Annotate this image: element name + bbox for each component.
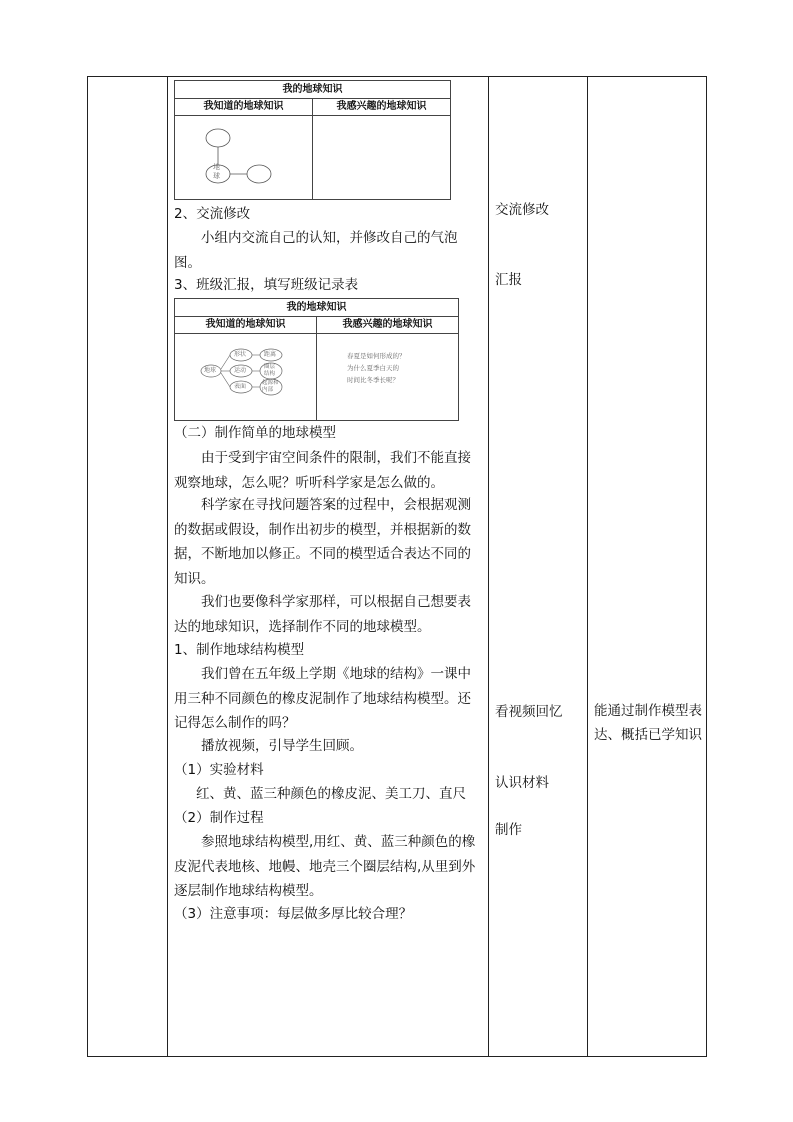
student-activity-video: 看视频回忆	[495, 704, 563, 720]
table-border-right	[706, 76, 707, 1057]
knowledge-table-1-interested-cell	[312, 116, 450, 199]
sub1-title: 1、制作地球结构模型	[174, 642, 305, 658]
bubble-label-structure: 圈层结构	[264, 364, 276, 377]
bubble-label-origin: 起源和内部	[262, 380, 279, 393]
process-title: （2）制作过程	[174, 810, 264, 826]
bubble-map-2-center-label: 地球	[204, 367, 217, 374]
table-border-col1	[167, 76, 168, 1057]
bubble-map-1-center-label: 地球	[213, 163, 220, 180]
table-top-border	[87, 76, 707, 77]
student-activity-exchange: 交流修改	[495, 202, 549, 218]
bubble-label-distance: 距离	[264, 351, 277, 358]
materials-body: 红、黄、蓝三种颜色的橡皮泥、美工刀、直尺	[196, 786, 466, 802]
bubble-label-surface: 表面	[234, 383, 247, 390]
table-border-col3	[587, 76, 588, 1057]
knowledge-table-2	[174, 298, 459, 421]
knowledge-table-2-interested-cell	[316, 334, 458, 420]
knowledge-table-1	[174, 80, 451, 200]
notes: （3）注意事项：每层做多厚比较合理？	[174, 906, 413, 922]
knowledge-table-1-col-interested: 我感兴趣的地球知识	[312, 99, 450, 115]
knowledge-table-1-col-known: 我知道的地球知识	[203, 101, 284, 112]
design-intent: 能通过制作模型表达、概括已学知识	[594, 703, 702, 743]
paragraph-5: 播放视频，引导学生回顾。	[201, 738, 363, 754]
bubble-map-2	[175, 334, 316, 420]
knowledge-table-2-known-cell	[175, 334, 316, 420]
student-activity-make: 制作	[495, 822, 522, 838]
knowledge-table-2-col-interested: 我感兴趣的地球知识	[316, 317, 458, 333]
paragraph-2: 科学家在寻找问题答案的过程中，会根据观测的数据或假设，制作出初步的模型，并根据新的数据，不断地加以修正。不同的模型适合表达不同的知识。	[174, 497, 471, 587]
materials-title: （1）实验材料	[174, 762, 264, 778]
bubble-label-shape: 形状	[234, 351, 247, 358]
paragraph-6: 参照地球结构模型,用红、黄、蓝三种颜色的橡皮泥代表地核、地幔、地壳三个圈层结构,从里到外逐层制作地球结构模型。	[174, 834, 476, 899]
handwritten-line-2: 为什么夏季白天的	[347, 364, 399, 372]
paragraph-1: 由于受到宇宙空间条件的限制，我们不能直接观察地球，怎么呢？听听科学家是怎么做的。	[174, 450, 471, 491]
student-activity-report: 汇报	[495, 272, 522, 288]
section2-title: （二）制作简单的地球模型	[174, 425, 336, 441]
paragraph-4: 我们曾在五年级上学期《地球的结构》一课中用三种不同颜色的橡皮泥制作了地球结构模型。还记得怎么制作的吗？	[174, 666, 471, 731]
step2-title: 2、交流修改	[174, 206, 251, 222]
knowledge-table-2-col-known: 我知道的地球知识	[205, 319, 286, 330]
handwritten-line-1: 春夏是如何形成的？	[347, 352, 406, 360]
handwritten-line-3: 时间比冬季长呢？	[347, 376, 399, 384]
knowledge-table-2-title: 我的地球知识	[175, 299, 458, 317]
knowledge-table-1-known-cell	[175, 116, 312, 199]
table-border-col2	[488, 76, 489, 1057]
knowledge-table-1-title: 我的地球知识	[175, 81, 450, 99]
paragraph-3: 我们也要像科学家那样，可以根据自己想要表达的地球知识，选择制作不同的地球模型。	[174, 594, 471, 635]
bubble-label-motion: 运动	[234, 367, 247, 374]
step2-body: 小组内交流自己的认知，并修改自己的气泡图。	[174, 230, 458, 271]
bubble-map-1	[175, 116, 312, 199]
table-border-left	[87, 76, 88, 1057]
step3-title: 3、班级汇报，填写班级记录表	[174, 277, 359, 293]
table-bottom-border	[87, 1056, 707, 1057]
student-activity-materials: 认识材料	[495, 775, 549, 791]
